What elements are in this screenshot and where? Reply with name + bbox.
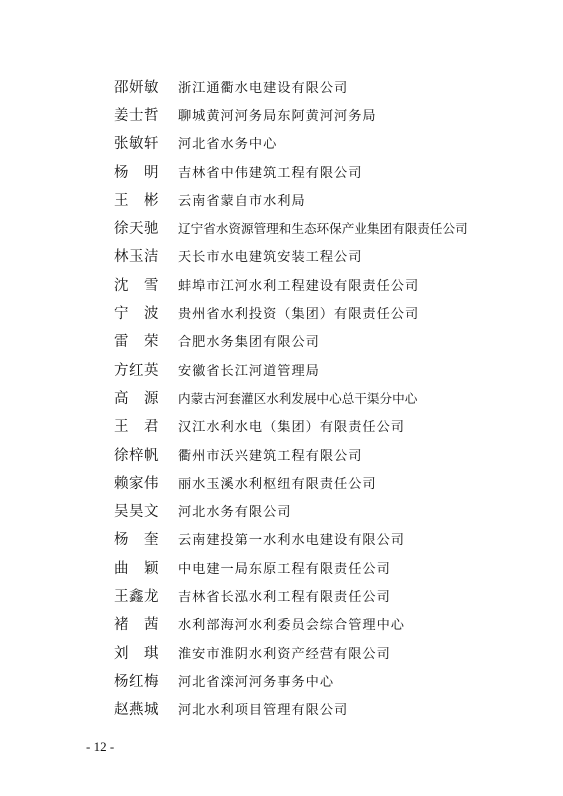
list-item (114, 355, 534, 383)
person-name: 王鑫龙 (114, 588, 159, 605)
list-item (114, 695, 534, 723)
list-item (114, 553, 534, 581)
person-name: 王 彬 (114, 192, 159, 209)
person-name: 姜士哲 (114, 107, 159, 124)
list-item (114, 468, 534, 496)
list-item (114, 242, 534, 270)
person-name: 吴昊文 (114, 504, 159, 521)
list-item (114, 298, 534, 326)
list-item (114, 610, 534, 638)
person-name: 曲 颖 (114, 560, 159, 577)
list-item (114, 270, 534, 298)
person-name: 雷 荣 (114, 334, 159, 351)
list-item (114, 581, 534, 609)
person-name: 徐梓帆 (114, 447, 159, 464)
organization-name: 淮安市淮阴水利资产经营有限公司 (178, 646, 391, 662)
organization-name: 内蒙古河套灌区水利发展中心总干渠分中心 (178, 390, 418, 406)
person-name: 王 君 (114, 419, 159, 436)
person-name: 宁 波 (114, 306, 159, 323)
organization-name: 吉林省中伟建筑工程有限公司 (178, 165, 363, 181)
list-item (114, 383, 534, 411)
organization-name: 云南建投第一水利水电建设有限公司 (178, 533, 405, 549)
person-name: 沈 雪 (114, 277, 159, 294)
list-item (114, 157, 534, 185)
organization-name: 丽水玉溪水利枢纽有限责任公司 (178, 476, 377, 492)
list-item (114, 100, 534, 128)
list-item (114, 440, 534, 468)
list-item (114, 185, 534, 213)
list-item (114, 72, 534, 100)
person-name: 张敏轩 (114, 136, 159, 153)
organization-name: 云南省蒙自市水利局 (178, 193, 306, 209)
list-item (114, 129, 534, 157)
organization-name: 河北省滦河河务事务中心 (178, 674, 335, 690)
person-name: 杨 明 (114, 164, 159, 181)
list-item (114, 213, 534, 241)
organization-name: 聊城黄河河务局东阿黄河河务局 (178, 108, 377, 124)
person-name: 刘 琪 (114, 645, 159, 662)
organization-name: 吉林省长泓水利工程有限责任公司 (178, 589, 391, 605)
person-name: 高 源 (114, 390, 159, 407)
person-name: 方红英 (114, 362, 159, 379)
organization-name: 蚌埠市江河水利工程建设有限责任公司 (178, 278, 420, 294)
person-name: 杨 奎 (114, 532, 159, 549)
organization-name: 贵州省水利投资（集团）有限责任公司 (178, 307, 420, 323)
organization-name: 天长市水电建筑安装工程公司 (178, 250, 363, 266)
list-item (114, 638, 534, 666)
organization-name: 辽宁省水资源管理和生态环保产业集团有限责任公司 (178, 221, 468, 237)
organization-name: 浙江通衢水电建设有限公司 (178, 80, 349, 96)
name-list (114, 72, 534, 723)
organization-name: 河北水务有限公司 (178, 505, 292, 521)
organization-name: 安徽省长江河道管理局 (178, 363, 320, 379)
person-name: 赵燕城 (114, 702, 159, 719)
person-name: 林玉洁 (114, 249, 159, 266)
person-name: 褚 茜 (114, 617, 159, 634)
organization-name: 河北省水务中心 (178, 137, 278, 153)
organization-name: 中电建一局东原工程有限责任公司 (178, 561, 391, 577)
list-item (114, 412, 534, 440)
organization-name: 合肥水务集团有限公司 (178, 335, 320, 351)
list-item (114, 327, 534, 355)
list-item (114, 525, 534, 553)
organization-name: 水利部海河水利委员会综合管理中心 (178, 618, 405, 634)
person-name: 徐天驰 (114, 221, 159, 238)
organization-name: 衢州市沃兴建筑工程有限公司 (178, 448, 363, 464)
list-item (114, 666, 534, 694)
person-name: 赖家伟 (114, 475, 159, 492)
organization-name: 河北水利项目管理有限公司 (178, 703, 349, 719)
page-number: - 12 - (86, 739, 115, 754)
list-item (114, 496, 534, 524)
person-name: 邵妍敏 (114, 79, 159, 96)
organization-name: 汉江水利水电（集团）有限责任公司 (178, 420, 405, 436)
person-name: 杨红梅 (114, 673, 159, 690)
